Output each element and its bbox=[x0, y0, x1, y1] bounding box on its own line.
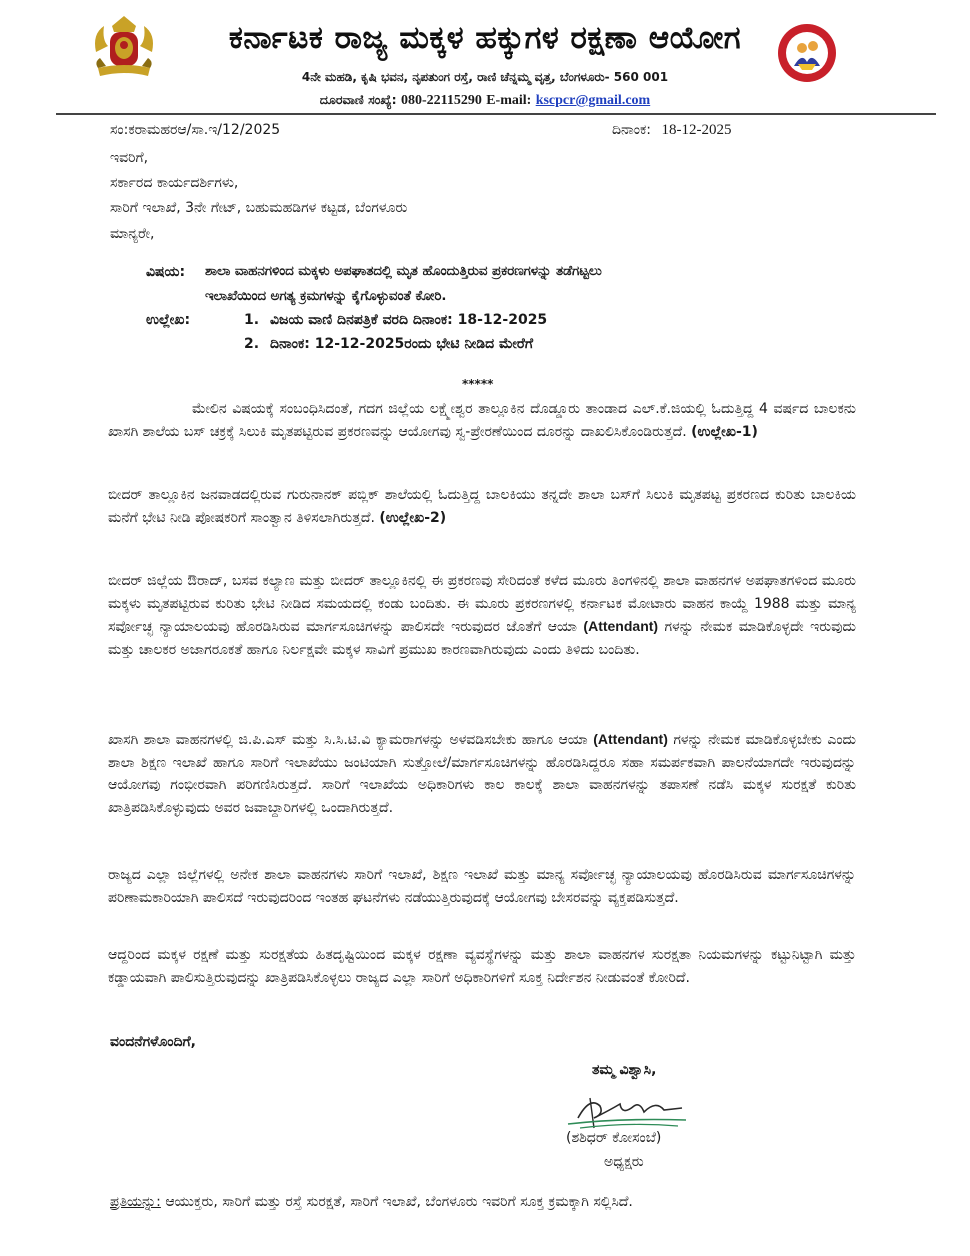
copy-to-line bbox=[110, 1190, 633, 1214]
reference-2: ದಿನಾಂಕ: 12-12-2025ರಂದು ಭೇಟಿ ನೀಡಿದ ಮೇರೆಗೆ bbox=[270, 336, 534, 352]
subject-line-2: ಇಲಾಖೆಯಿಂದ ಅಗತ್ಯ ಕ್ರಮಗಳನ್ನು ಕೈಗೊಳ್ಳುವಂತೆ ಕೋರಿ. bbox=[205, 289, 447, 304]
date-line bbox=[612, 118, 731, 142]
phone-number: 080-22115290 bbox=[400, 93, 482, 108]
paragraph-6-text: ಆದ್ದರಿಂದ ಮಕ್ಕಳ ರಕ್ಷಣೆ ಮತ್ತು ಸುರಕ್ಷತೆಯ ಹಿತದೃಷ್ಟಿಯಿಂದ ಮಕ್ಕಳ ರಕ್ಷಣಾ ವ್ಯವಸ್ಥೆಗಳನ್ನು ಮತ್ತು ಶಾಲಾ ವಾಹನಗಳ ಸುರಕ್ಷತಾ ನಿಯಮಗಳನ್ನು ಕಟ್ಟುನಿಟ್ಟಾಗಿ ಮತ್ತು ಕಡ್ಡಾಯವಾಗಿ ಪಾಲಿಸುತ್ತಿರುವುದನ್ನು ಖಾತ್ರಿಪಡಿಸಿಕೊಳ್ಳಲು ರಾಜ್ಯದ ಎಲ್ಲಾ ಸಾರಿಗೆ ಅಧಿಕಾರಿಗಳಿಗೆ ಸೂಕ್ತ ನಿರ್ದೇಶನ ನೀಡುವಂತೆ ಕೋರಿದೆ. bbox=[108, 947, 856, 986]
reference-1-number: 1. bbox=[244, 312, 260, 328]
body-paragraph-4 bbox=[108, 728, 856, 819]
paragraph-3-text-b: ಗಳನ್ನು ನೇಮಕ ಮಾಡಿಕೊಳ್ಳದೇ ಇರುವುದು ಮತ್ತು ಚಾಲಕರ ಅಜಾಗರೂಕತೆ ಹಾಗೂ ನಿರ್ಲಕ್ಷವೇ ಮಕ್ಕಳ ಸಾವಿಗೆ ಪ್ರಮುಖ ಕಾರಣವಾಗಿರುವುದು ಎಂದು ತಿಳಿದು ಬಂದಿತು. bbox=[108, 619, 857, 658]
organization-title: ಕರ್ನಾಟಕ ರಾಜ್ಯ ಮಕ್ಕಳ ಹಕ್ಕುಗಳ ರಕ್ಷಣಾ ಆಯೋಗ bbox=[228, 20, 742, 56]
body-paragraph-6 bbox=[108, 944, 856, 989]
signatory-designation: ಅಧ್ಯಕ್ಷರು bbox=[604, 1154, 644, 1170]
phone-label: ದೂರವಾಣಿ ಸಂಖ್ಯೆ: bbox=[319, 92, 397, 107]
body-paragraph-2 bbox=[108, 484, 856, 529]
paragraph-4-attendant: (Attendant) bbox=[593, 731, 668, 747]
paragraph-2-text: ಬೀದರ್ ತಾಲ್ಲೂಕಿನ ಜನವಾಡದಲ್ಲಿರುವ ಗುರುನಾನಕ್ ಪಬ್ಲಿಕ್ ಶಾಲೆಯಲ್ಲಿ ಓದುತ್ತಿದ್ದ ಬಾಲಕಿಯು ತನ್ನದೇ ಶಾಲಾ ಬಸ್‌ಗೆ ಸಿಲುಕಿ ಮೃತಪಟ್ಟ ಪ್ರಕರಣದ ಕುರಿತು ಬಾಲಕಿಯ ಮನೆಗೆ ಭೇಟಿ ನೀಡಿ ಪೋಷಕರಿಗೆ ಸಾಂತ್ವಾನ ತಿಳಿಸಲಾಗಿರುತ್ತದೆ. bbox=[108, 487, 856, 526]
paragraph-1-text: ಮೇಲಿನ ವಿಷಯಕ್ಕೆ ಸಂಬಂಧಿಸಿದಂತೆ, ಗದಗ ಜಿಲ್ಲೆಯ ಲಕ್ಷ್ಮೇಶ್ವರ ತಾಲ್ಲೂಕಿನ ದೊಡ್ಡೂರು ತಾಂಡಾದ ಎಲ್.ಕೆ.ಜಿಯಲ್ಲಿ ಓದುತ್ತಿದ್ದ 4 ವರ್ಷದ ಬಾಲಕನು ಖಾಸಗಿ ಶಾಲೆಯ ಬಸ್ ಚಕ್ರಕ್ಕೆ ಸಿಲುಕಿ ಮೃತಪಟ್ಟಿರುವ ಪ್ರಕರಣವನ್ನು ಆಯೋಗವು ಸ್ವ-ಪ್ರೇರಣೆಯಿಂದ ದೂರನ್ನು ದಾಖಲಿಸಿಕೊಂಡಿರುತ್ತದೆ. bbox=[108, 401, 856, 440]
letterhead-divider bbox=[56, 113, 936, 115]
paragraph-4-text-a: ಖಾಸಗಿ ಶಾಲಾ ವಾಹನಗಳಲ್ಲಿ ಜಿ.ಪಿ.ಎಸ್ ಮತ್ತು ಸಿ.ಸಿ.ಟಿ.ವಿ ಕ್ಯಾಮರಾಗಳನ್ನು ಅಳವಡಿಸಬೇಕು ಹಾಗೂ ಆಯಾ bbox=[108, 732, 588, 748]
addressee-office: ಸಾರಿಗೆ ಇಲಾಖೆ, 3ನೇ ಗೇಟ್, ಬಹುಮಹಡಿಗಳ ಕಟ್ಟಡ, ಬೆಂಗಳೂರು bbox=[110, 200, 408, 216]
organization-address: 4ನೇ ಮಹಡಿ, ಕೃಷಿ ಭವನ, ನೃಪತುಂಗ ರಸ್ತೆ, ರಾಣಿ ಚೆನ್ನಮ್ಮ ವೃತ್ತ, ಬೆಂಗಳೂರು- 560 001 bbox=[301, 70, 669, 84]
copy-to-text: ಆಯುಕ್ತರು, ಸಾರಿಗೆ ಮತ್ತು ರಸ್ತೆ ಸುರಕ್ಷತೆ, ಸಾರಿಗೆ ಇಲಾಖೆ, ಬೆಂಗಳೂರು ಇವರಿಗೆ ಸೂಕ್ತ ಕ್ರಮಕ್ಕಾಗಿ ಸಲ್ಲಿಸಿದೆ. bbox=[165, 1194, 633, 1210]
body-paragraph-3 bbox=[108, 570, 856, 661]
separator-stars: ***** bbox=[462, 377, 494, 391]
subject-line-1: ಶಾಲಾ ವಾಹನಗಳಿಂದ ಮಕ್ಕಳು ಅಪಘಾತದಲ್ಲಿ ಮೃತ ಹೊಂದುತ್ತಿರುವ ಪ್ರಕರಣಗಳನ್ನು ತಡೆಗಟ್ಟಲು bbox=[205, 264, 602, 279]
contact-line bbox=[190, 92, 780, 109]
yours-faithfully: ತಮ್ಮ ವಿಶ್ವಾಸಿ, bbox=[592, 1062, 657, 1078]
date-value: 18-12-2025 bbox=[661, 122, 732, 138]
date-label: ದಿನಾಂಕ: bbox=[612, 122, 651, 138]
copy-to-label: ಪ್ರತಿಯನ್ನು: bbox=[110, 1194, 161, 1210]
body-paragraph-1 bbox=[108, 398, 856, 443]
paragraph-3-text-a: ಬೀದರ್ ಜಿಲ್ಲೆಯ ಔರಾದ್, ಬಸವ ಕಲ್ಯಾಣ ಮತ್ತು ಬೀದರ್ ತಾಲ್ಲೂಕಿನಲ್ಲಿ ಈ ಪ್ರಕರಣವು ಸೇರಿದಂತೆ ಕಳೆದ ಮೂರು ತಿಂಗಳಿನಲ್ಲಿ ಶಾಲಾ ವಾಹನಗಳ ಅಪಘಾತಗಳಿಂದ ಮೂರು ಮಕ್ಕಳು ಮೃತಪಟ್ಟಿರುವ ಕುರಿತು ಭೇಟಿ ನೀಡಿದ ಸಮಯದಲ್ಲಿ ಕಂಡು ಬಂದಿತು. ಈ ಮೂರು ಪ್ರಕರಣಗಳಲ್ಲಿ ಕರ್ನಾಟಕ ಮೋಟಾರು ವಾಹನ ಕಾಯ್ದೆ 1988 ಮತ್ತು ಮಾನ್ಯ ಸರ್ವೋಚ್ಛ ನ್ಯಾಯಾಲಯವು ಹೊರಡಿಸಿರುವ ಮಾರ್ಗಸೂಚಿಗಳನ್ನು ಪಾಲಿಸದೇ ಇರುವುದರ ಜೊತೆಗೆ ಆಯಾ bbox=[108, 573, 856, 636]
reference-1: ವಿಜಯ ವಾಣಿ ದಿನಪತ್ರಿಕೆ ವರದಿ ದಿನಾಂಕ: 18-12-2025 bbox=[270, 312, 548, 328]
paragraph-2-reference: (ಉಲ್ಲೇಖ-2) bbox=[379, 509, 447, 526]
addressee-to: ಇವರಿಗೆ, bbox=[110, 150, 149, 166]
body-paragraph-5 bbox=[108, 864, 856, 909]
email-link[interactable]: kscpcr@gmail.com bbox=[535, 93, 651, 108]
signatory-name: (ಶಶಿಧರ್ ಕೋಸಂಬೆ) bbox=[566, 1130, 662, 1146]
email-label: E-mail: bbox=[486, 93, 532, 108]
reference-label: ಉಲ್ಲೇಖ: bbox=[146, 312, 191, 328]
closing-greeting: ವಂದನೆಗಳೊಂದಿಗೆ, bbox=[110, 1034, 196, 1050]
paragraph-4-text-b: ಗಳನ್ನು ನೇಮಕ ಮಾಡಿಕೊಳ್ಳಬೇಕು ಎಂದು ಶಾಲಾ ಶಿಕ್ಷಣ ಇಲಾಖೆ ಹಾಗೂ ಸಾರಿಗೆ ಇಲಾಖೆಯು ಜಂಟಿಯಾಗಿ ಸುತ್ತೋಲೆ/ಮಾರ್ಗಸೂಚಿಗಳನ್ನು ಹೊರಡಿಸಿದ್ದರೂ ಸಹಾ ಸಮರ್ಪಕವಾಗಿ ಪಾಲನೆಯಾಗದೇ ಇರುವುದನ್ನು ಆಯೋಗವು ಗಂಭೀರವಾಗಿ ಪರಿಗಣಿಸಿರುತ್ತದೆ. ಸಾರಿಗೆ ಇಲಾಖೆಯ ಅಧಿಕಾರಿಗಳು ಕಾಲ ಕಾಲಕ್ಕೆ ಶಾಲಾ ವಾಹನಗಳನ್ನು ತಪಾಸಣೆ ನಡೆಸಿ ಮಕ್ಕಳ ಸುರಕ್ಷತೆ ಕುರಿತು ಖಾತ್ರಿಪಡಿಸಿಕೊಳ್ಳುವುದು ಅವರ ಜವಾಬ್ದಾರಿಗಳಲ್ಲಿ ಒಂದಾಗಿರುತ್ತದೆ. bbox=[108, 732, 857, 816]
paragraph-5-text: ರಾಜ್ಯದ ಎಲ್ಲಾ ಜಿಲ್ಲೆಗಳಲ್ಲಿ ಅನೇಕ ಶಾಲಾ ವಾಹನಗಳು ಸಾರಿಗೆ ಇಲಾಖೆ, ಶಿಕ್ಷಣ ಇಲಾಖೆ ಮತ್ತು ಮಾನ್ಯ ಸರ್ವೋಚ್ಛ ನ್ಯಾಯಾಲಯವು ಹೊರಡಿಸಿರುವ ಮಾರ್ಗಸೂಚಿಗಳನ್ನು ಪರಿಣಾಮಕಾರಿಯಾಗಿ ಪಾಲಿಸದೆ ಇರುವುದರಿಂದ ಇಂತಹ ಘಟನೆಗಳು ನಡೆಯುತ್ತಿರುವುದಕ್ಕೆ ಆಯೋಗವು ಬೇಸರವನ್ನು ವ್ಯಕ್ತಪಡಿಸುತ್ತದೆ. bbox=[108, 867, 856, 906]
commission-seal-logo bbox=[776, 22, 838, 84]
salutation: ಮಾನ್ಯರೇ, bbox=[110, 226, 155, 242]
karnataka-emblem-logo bbox=[88, 12, 160, 84]
paragraph-3-attendant: (Attendant) bbox=[583, 618, 659, 635]
paragraph-1-reference: (ಉಲ್ಲೇಖ-1) bbox=[691, 423, 758, 440]
subject-label: ವಿಷಯ: bbox=[146, 264, 186, 280]
reference-number: ಸಂ:ಕರಾಮಹರಆ/ಸಾ.ಇ/12/2025 bbox=[110, 122, 281, 138]
addressee-title: ಸರ್ಕಾರದ ಕಾರ್ಯದರ್ಶಿಗಳು, bbox=[110, 175, 239, 191]
reference-2-number: 2. bbox=[244, 336, 260, 352]
